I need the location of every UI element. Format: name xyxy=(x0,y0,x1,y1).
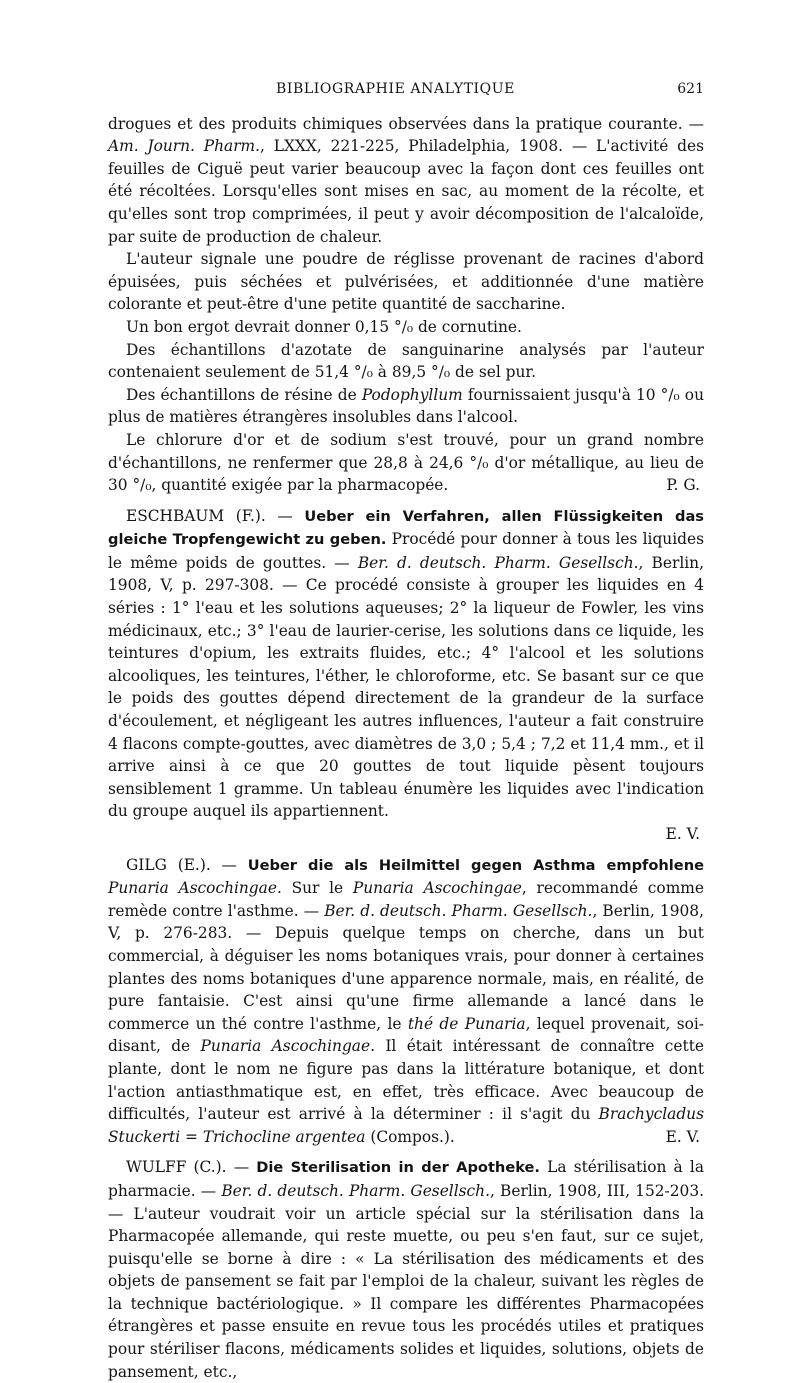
journal-citation: Ber. d. deutsch. Pharm. Gesellsch. xyxy=(324,901,593,920)
intro-paragraph-3: Un bon ergot devrait donner 0,15 °/₀ de cornutine. xyxy=(126,317,522,336)
intro-paragraph-6: Le chlorure d'or et de sodium s'est trouvé, pour un grand nombre d'échantillons, ne renfermer que 28,8 à 24,6 °/₀ d'or métallique, au lieu de 30 °/₀, quantité exigée par la pharmacopée. P. G. xyxy=(108,429,704,497)
tea-name: thé de Punaria xyxy=(407,1014,526,1033)
reviewer-signature: P. G. xyxy=(666,476,700,495)
journal-citation: Am. Journ. Pharm. xyxy=(108,137,261,156)
plant-name: Podophyllum xyxy=(361,385,463,404)
intro-paragraph-5: Des échantillons de résine de Podophyllum fournissaient jusqu'à 10 °/₀ ou plus de matières étrangères insolubles dans l'alcool. xyxy=(108,385,704,427)
intro-paragraph-4: Des échantillons d'azotate de sanguinarine analysés par l'auteur contenaient seulement de 51,4 °/₀ à 89,5 °/₀ de sel pur. xyxy=(108,340,704,382)
plant-name: Punaria Ascochingae xyxy=(352,879,522,898)
reviewer-signature: E. V. xyxy=(665,825,700,843)
entry-author: WULFF (C.). — xyxy=(126,1158,257,1177)
journal-citation: Ber. d. deutsch. Pharm. Gesellsch. xyxy=(221,1181,490,1200)
running-header xyxy=(108,78,704,101)
plant-name: Punaria Ascochingae xyxy=(200,1037,371,1056)
botanical-synonym: Brachycladus Stuckerti = Trichocline argentea xyxy=(108,1105,704,1146)
bibliography-entry-eschbaum: ESCHBAUM (F.). — Ueber ein Verfahren, allen Flüssigkeiten das gleiche Tropfengewicht zu geben. Procédé pour donner à tous les liquides le même poids de gouttes. — Ber. d. deutsch. Pharm. Gesellsch., Berlin, 1908, V, p. 297-308. — Ce procédé consiste à grouper les liquides en 4 séries : 1° l'eau et les solutions aqueuses; 2° la liqueur de Fowler, les vins médicinaux, etc.; 3° l'eau de laurier-cerise, les solutions dans ce liquide, les teintures d'opium, les extraits fluides, etc.; 4° l'alcool et les solutions alcooliques, les teintures, l'éther, le chloroforme, etc. Se basant sur ce que le poids des gouttes dépend directement de la grandeur de la surface d'écoulement, et négligeant les autres influences, l'auteur a fait construire 4 flacons compte-gouttes, avec diamètres de 3,0 ; 5,4 ; 7,2 et 11,4 mm., et il arrive ainsi à ce que 20 gouttes de tout liquide pèsent toujours sensiblement 1 gramme. Un tableau énumère les liquides avec l'indication du groupe auquel ils appartiennent. E. V. xyxy=(108,505,704,846)
page-number: 621 xyxy=(677,81,704,97)
entry-title: Ueber die als Heilmittel gegen Asthma empfohlene xyxy=(247,856,704,874)
running-title: BIBLIOGRAPHIE ANALYTIQUE xyxy=(276,81,515,97)
entry-title: Ueber ein Verfahren, allen Flüssigkeiten das gleiche Tropfengewicht zu geben. xyxy=(108,507,704,549)
journal-citation: Ber. d. deutsch. Pharm. Gesellsch. xyxy=(357,553,639,572)
entry-author: ESCHBAUM (F.). — xyxy=(126,506,305,525)
entry-author: GILG (E.). — xyxy=(126,855,248,874)
intro-paragraph-1: drogues et des produits chimiques observées dans la pratique courante. — Am. Journ. Pharm., LXXX, 221-225, Philadelphia, 1908. — L'activité des feuilles de Ciguë peut varier beaucoup avec la façon dont ces feuilles ont été récoltées. Lorsqu'elles sont mises en sac, au moment de la récolte, et qu'elles sont trop comprimées, il peut y avoir décomposition de l'alcaloïde, par suite de production de chaleur. xyxy=(108,114,705,246)
intro-paragraph-2: L'auteur signale une poudre de réglisse provenant de racines d'abord épuisées, puis séchées et pulvérisées, et additionnée d'une matière colorante et peut-être d'une petite quantité de saccharine. xyxy=(108,250,704,314)
bibliography-entry-wulff: WULFF (C.). — Die Sterilisation in der Apotheke. La stérilisation à la pharmacie. — Ber. d. deutsch. Pharm. Gesellsch., Berlin, 1908, III, 152-203. — L'auteur voudrait voir un article spécial sur la stérilisation dans la Pharmacopée allemande, qui reste muette, ou peu s'en faut, sur ce sujet, puisqu'elle se borne à dire : « La stérilisation des médicaments et des objets de pansement se fait par l'emploi de la chaleur, suivant les règles de la technique bactériologique. » Il compare les différentes Pharmacopées étrangères et passe ensuite en revue tous les procédés utiles et pratiques pour stériliser flacons, médicaments solides et liquides, solutions, objets de pansement, etc., xyxy=(108,1158,705,1381)
reviewer-signature: E. V. xyxy=(665,1127,700,1146)
entry-title: Die Sterilisation in der Apotheke. xyxy=(256,1159,540,1177)
entry-title-plant: Punaria Ascochingae. xyxy=(108,879,282,898)
bibliography-entry-gilg: GILG (E.). — Ueber die als Heilmittel gegen Asthma empfohlene Punaria Ascochingae. Sur le Punaria Ascochingae, recommandé comme remède contre l'asthme. — Ber. d. deutsch. Pharm. Gesellsch., Berlin, 1908, V, p. 276-283. — Depuis quelque temps on cherche, dans un but commercial, à déguiser les noms botaniques vrais, pour donner à certaines plantes des noms botaniques d'une apparence normale, mais, en réalité, de pure fantaisie. C'est ainsi qu'une firme allemande a lancé dans le commerce un thé contre l'asthme, le thé de Punaria, lequel provenait, soi-disant, de Punaria Ascochingae. Il était intéressant de connaître cette plante, dont le nom ne figure pas dans la littérature botanique, et dont l'action antiasthmatique est, en effet, très efficace. Avec beaucoup de difficultés, l'auteur est arrivé à la déterminer : il s'agit du Brachycladus Stuckerti = Trichocline argentea (Compos.). E. V. xyxy=(108,854,704,1149)
